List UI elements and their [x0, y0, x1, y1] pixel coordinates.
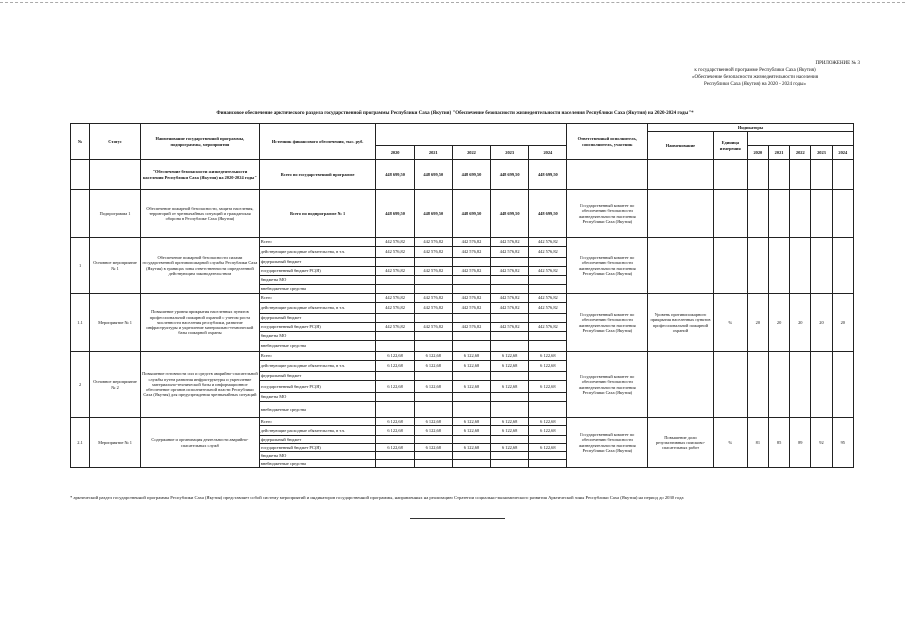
value-cell — [376, 332, 414, 341]
value-cell — [452, 258, 490, 267]
indicator-value: 20 — [747, 294, 768, 352]
value-cell — [529, 332, 567, 341]
empty-cell — [648, 238, 714, 294]
value-cell — [452, 341, 490, 352]
appendix-number: ПРИЛОЖЕНИЕ № 3 — [815, 61, 860, 66]
col-year: 2020 — [376, 146, 414, 160]
indicator-value: 81 — [747, 418, 768, 468]
source-cell: Всего — [259, 418, 376, 426]
indicator-unit: % — [713, 418, 747, 468]
value-cell: 442 576,82 — [452, 267, 490, 276]
value-cell — [452, 332, 490, 341]
value-cell — [376, 460, 414, 468]
value-cell — [529, 452, 567, 460]
value-cell — [376, 436, 414, 444]
responsible-cell: Государственный комитет по обеспечению безопасности жизнедеятельности населения Республики Саха (Якутия) — [567, 190, 648, 238]
col-year: 2021 — [414, 146, 452, 160]
col-name: Наименование государственной программы, подпрограммы, мероприятия — [141, 124, 260, 160]
value-cell: 442 576,82 — [414, 247, 452, 258]
name-cell: Обеспечение пожарной безопасности, защита населения, территорий от чрезвычайных ситуаций и гражданская оборона в Республике Саха (Якутия) — [141, 190, 260, 238]
source-cell: действующие расходные обязательства, в т.ч. — [259, 247, 376, 258]
indicator-value: 95 — [832, 418, 853, 468]
value-cell: 442 576,82 — [529, 247, 567, 258]
empty-cell — [768, 352, 789, 418]
empty-cell — [832, 238, 853, 294]
row-number: 2.1 — [71, 418, 90, 468]
responsible-cell: Государственный комитет по обеспечению безопасности жизнедеятельности населения Республики Саха (Якутия) — [567, 238, 648, 294]
source-cell: Всего по государственной программе — [259, 160, 376, 190]
value-cell — [529, 436, 567, 444]
value-cell — [491, 276, 529, 285]
value-cell — [491, 460, 529, 468]
value-cell: 442 576,82 — [529, 323, 567, 332]
appendix-line: к государственной программе Республики Саха (Якутия) — [694, 68, 816, 73]
value-cell — [491, 341, 529, 352]
value-cell: 448 699,50 — [529, 160, 567, 190]
value-cell — [452, 402, 490, 418]
value-cell: 442 576,82 — [414, 294, 452, 303]
value-cell — [529, 285, 567, 294]
value-cell — [529, 276, 567, 285]
value-cell: 6 122,68 — [414, 444, 452, 452]
indicator-value: 20 — [832, 294, 853, 352]
value-cell — [376, 452, 414, 460]
value-cell: 6 122,68 — [529, 426, 567, 436]
indicator-value: 89 — [790, 418, 811, 468]
empty-cell — [747, 352, 768, 418]
source-cell: бюджеты МО — [259, 452, 376, 460]
table-row — [71, 294, 854, 303]
value-cell: 442 576,82 — [491, 294, 529, 303]
col-year: 2024 — [529, 146, 567, 160]
source-cell: Всего — [259, 238, 376, 247]
responsible-cell: Государственный комитет по обеспечению безопасности жизнедеятельности населения Республики Саха (Якутия) — [567, 352, 648, 418]
value-cell — [414, 460, 452, 468]
table-row — [71, 190, 854, 238]
col-status: Статус — [90, 124, 141, 160]
value-cell: 6 122,68 — [529, 361, 567, 372]
value-cell: 6 122,68 — [452, 418, 490, 426]
value-cell: 6 122,68 — [452, 352, 490, 361]
source-cell: внебюджетные средства — [259, 402, 376, 418]
source-cell: бюджеты МО — [259, 332, 376, 341]
value-cell — [491, 393, 529, 402]
value-cell — [491, 314, 529, 323]
value-cell — [452, 393, 490, 402]
value-cell: 6 122,68 — [376, 381, 414, 393]
source-cell: внебюджетные средства — [259, 285, 376, 294]
empty-cell — [747, 238, 768, 294]
value-cell — [376, 372, 414, 381]
col-ind-year: 2021 — [768, 146, 789, 160]
value-cell — [452, 276, 490, 285]
value-cell: 6 122,68 — [452, 426, 490, 436]
value-cell — [414, 341, 452, 352]
row-number: 1 — [71, 238, 90, 294]
value-cell: 448 699,50 — [376, 190, 414, 238]
col-source: Источник финансового обеспечения, тыс. руб. — [259, 124, 376, 160]
value-cell — [414, 393, 452, 402]
value-cell: 442 576,82 — [529, 303, 567, 314]
table-row — [71, 238, 854, 247]
value-cell: 6 122,68 — [414, 426, 452, 436]
source-cell: действующие расходные обязательства, в т.ч. — [259, 361, 376, 372]
appendix-line: Республики Саха (Якутия) на 2020 - 2024 годы» — [704, 82, 806, 87]
value-cell: 448 699,50 — [414, 190, 452, 238]
empty-cell — [648, 352, 714, 418]
source-cell: государственный бюджет РС(Я) — [259, 323, 376, 332]
value-cell: 442 576,82 — [529, 294, 567, 303]
source-cell: государственный бюджет РС(Я) — [259, 267, 376, 276]
responsible-cell: Государственный комитет по обеспечению безопасности жизнедеятельности населения Республики Саха (Якутия) — [567, 418, 648, 468]
value-cell — [414, 436, 452, 444]
source-cell: государственный бюджет РС(Я) — [259, 381, 376, 393]
value-cell — [529, 258, 567, 267]
empty-cell — [790, 352, 811, 418]
value-cell — [529, 393, 567, 402]
source-cell: федеральный бюджет — [259, 314, 376, 323]
value-cell: 442 576,82 — [452, 294, 490, 303]
value-cell: 448 699,50 — [491, 160, 529, 190]
indicator-value: 92 — [811, 418, 832, 468]
value-cell: 6 122,68 — [376, 426, 414, 436]
value-cell: 6 122,68 — [414, 361, 452, 372]
appendix-header — [640, 60, 870, 88]
value-cell — [491, 332, 529, 341]
value-cell — [414, 402, 452, 418]
value-cell: 448 699,50 — [529, 190, 567, 238]
value-cell: 6 122,68 — [491, 352, 529, 361]
col-ind-year: 2024 — [832, 146, 853, 160]
status-cell: Мероприятие № 1 — [90, 294, 141, 352]
value-cell — [414, 258, 452, 267]
value-cell — [491, 402, 529, 418]
table-row — [71, 352, 854, 361]
value-cell: 442 576,82 — [529, 238, 567, 247]
value-cell: 448 699,50 — [376, 160, 414, 190]
value-cell: 448 699,50 — [452, 190, 490, 238]
name-cell: Повышение готовности сил и средств аварийно-спасательной службы путем развития инфраструктуры и укрепление материально-технической базы и информационное обеспечение органов исполнительной власти Республики Саха (Якутия) для предупреждения чрезвычайных ситуаций — [141, 352, 260, 418]
value-cell: 6 122,68 — [491, 381, 529, 393]
value-cell — [414, 285, 452, 294]
value-cell: 442 576,82 — [414, 323, 452, 332]
value-cell: 6 122,68 — [491, 426, 529, 436]
status-cell: Мероприятие № 1 — [90, 418, 141, 468]
table-row — [71, 418, 854, 426]
value-cell: 6 122,68 — [529, 381, 567, 393]
value-cell — [529, 460, 567, 468]
empty-cell — [811, 352, 832, 418]
value-cell: 6 122,68 — [376, 418, 414, 426]
value-cell: 6 122,68 — [452, 361, 490, 372]
col-ind-year: 2023 — [811, 146, 832, 160]
value-cell: 442 576,82 — [452, 303, 490, 314]
source-cell: федеральный бюджет — [259, 258, 376, 267]
indicator-value: 85 — [768, 418, 789, 468]
value-cell: 442 576,82 — [414, 303, 452, 314]
value-cell: 442 576,82 — [529, 267, 567, 276]
value-cell: 442 576,82 — [452, 247, 490, 258]
col-indicator-unit: Единица измерения — [713, 132, 747, 160]
indicator-value: 20 — [811, 294, 832, 352]
source-cell: Всего — [259, 352, 376, 361]
value-cell: 442 576,82 — [491, 323, 529, 332]
value-cell: 6 122,68 — [529, 352, 567, 361]
value-cell — [452, 452, 490, 460]
value-cell — [414, 372, 452, 381]
col-year: 2022 — [452, 146, 490, 160]
value-cell — [376, 341, 414, 352]
value-cell: 442 576,82 — [491, 238, 529, 247]
value-cell: 442 576,82 — [376, 238, 414, 247]
value-cell — [414, 276, 452, 285]
empty-cell — [713, 352, 747, 418]
empty-cell — [811, 238, 832, 294]
value-cell: 6 122,68 — [529, 418, 567, 426]
source-cell: действующие расходные обязательства, в т.ч. — [259, 426, 376, 436]
value-cell — [414, 452, 452, 460]
responsible-cell: Государственный комитет по обеспечению безопасности жизнедеятельности населения Республики Саха (Якутия) — [567, 294, 648, 352]
value-cell: 448 699,50 — [491, 190, 529, 238]
value-cell — [376, 276, 414, 285]
source-cell: действующие расходные обязательства, в т.ч. — [259, 303, 376, 314]
value-cell — [529, 402, 567, 418]
value-cell — [529, 314, 567, 323]
value-cell: 442 576,82 — [414, 238, 452, 247]
value-cell: 442 576,82 — [414, 267, 452, 276]
value-cell: 6 122,68 — [414, 418, 452, 426]
empty-cell — [713, 238, 747, 294]
value-cell: 442 576,82 — [452, 238, 490, 247]
value-cell: 6 122,68 — [491, 418, 529, 426]
value-cell: 442 576,82 — [376, 267, 414, 276]
source-cell: внебюджетные средства — [259, 341, 376, 352]
value-cell — [452, 285, 490, 294]
row-number: 2 — [71, 352, 90, 418]
value-cell — [414, 332, 452, 341]
value-cell — [452, 314, 490, 323]
value-cell — [452, 372, 490, 381]
name-cell: Обеспечение пожарной безопасности силами государственной противопожарной службы Республики Саха (Якутия) в границах зоны ответственности определенной действующим законодательством — [141, 238, 260, 294]
value-cell: 6 122,68 — [414, 381, 452, 393]
top-rule — [0, 2, 905, 3]
value-cell: 448 699,50 — [414, 160, 452, 190]
appendix-line: «Обеспечение безопасности жизнедеятельности населения — [692, 75, 818, 80]
value-cell — [491, 285, 529, 294]
col-responsible: Ответственный исполнитель, соисполнитель, участник — [567, 124, 648, 160]
program-name: "Обеспечение безопасности жизнедеятельности населения Республики Саха (Якутия) на 2020-2024 годы" — [141, 160, 260, 190]
value-cell: 6 122,68 — [491, 444, 529, 452]
empty-cell — [832, 352, 853, 418]
value-cell: 6 122,68 — [491, 361, 529, 372]
source-cell: Всего — [259, 294, 376, 303]
value-cell: 448 699,50 — [452, 160, 490, 190]
document-title: Финансовое обеспечение арктического раздела государственной программы Республики Саха (Якутия) "Обеспечение безопасности жизнедеятельности населения Республики Саха (Якутия) на 2020-2024 годы"* — [216, 111, 694, 116]
status-cell: Подпрограмма 1 — [90, 190, 141, 238]
col-num: № — [71, 124, 90, 160]
value-cell — [452, 436, 490, 444]
value-cell — [491, 436, 529, 444]
col-ind-year: 2022 — [790, 146, 811, 160]
value-cell — [376, 285, 414, 294]
signature-line — [410, 518, 505, 519]
name-cell: Содержание и организация деятельности аварийно-спасательных служб — [141, 418, 260, 468]
value-cell — [491, 452, 529, 460]
value-cell: 442 576,82 — [376, 323, 414, 332]
empty-cell — [768, 238, 789, 294]
value-cell — [491, 258, 529, 267]
source-cell: внебюджетные средства — [259, 460, 376, 468]
indicator-unit: % — [713, 294, 747, 352]
indicator-name: Повышение доли результативных поисково-спасательных работ — [648, 418, 714, 468]
empty-cell — [790, 238, 811, 294]
value-cell: 442 576,82 — [376, 294, 414, 303]
footnote: * арктический раздел государственной программы Республики Саха (Якутия) представляет собой систему мероприятий и индикаторов государственной программы, направленных на реализацию Стратегии социально-экономического развития Арктической зоны Республики Саха (Якутия) на период до 2030 года — [70, 495, 684, 500]
value-cell: 442 576,82 — [491, 267, 529, 276]
value-cell: 6 122,68 — [452, 444, 490, 452]
value-cell — [452, 460, 490, 468]
source-cell: бюджеты МО — [259, 393, 376, 402]
value-cell: 442 576,82 — [491, 303, 529, 314]
col-ind-year: 2020 — [747, 146, 768, 160]
value-cell: 442 576,82 — [491, 247, 529, 258]
value-cell: 6 122,68 — [376, 444, 414, 452]
indicator-value: 20 — [768, 294, 789, 352]
value-cell: 6 122,68 — [376, 352, 414, 361]
col-year: 2023 — [491, 146, 529, 160]
value-cell: 6 122,68 — [376, 361, 414, 372]
indicator-value: 20 — [790, 294, 811, 352]
value-cell — [376, 402, 414, 418]
col-indicators: Индикаторы — [648, 124, 854, 132]
value-cell — [414, 314, 452, 323]
value-cell — [376, 314, 414, 323]
financing-table — [70, 123, 854, 468]
table-row — [71, 160, 854, 190]
source-cell: федеральный бюджет — [259, 436, 376, 444]
value-cell: 6 122,68 — [452, 381, 490, 393]
row-number: 1.1 — [71, 294, 90, 352]
col-indicator-name: Наименование — [648, 132, 714, 160]
name-cell: Повышение уровня прикрытия населенных пунктов профессиональной пожарной охраной с учетом роста численности населения республики, развитие инфраструктуры и укрепление материально-технической базы пожарной охраны — [141, 294, 260, 352]
status-cell: Основное мероприятие № 1 — [90, 238, 141, 294]
source-cell: государственный бюджет РС(Я) — [259, 444, 376, 452]
value-cell: 6 122,68 — [414, 352, 452, 361]
source-cell: бюджеты МО — [259, 276, 376, 285]
value-cell: 6 122,68 — [529, 444, 567, 452]
value-cell — [376, 258, 414, 267]
value-cell — [529, 341, 567, 352]
value-cell: 442 576,82 — [452, 323, 490, 332]
value-cell: 442 576,82 — [376, 247, 414, 258]
source-cell: Всего по подпрограмме № 1 — [259, 190, 376, 238]
indicator-name: Уровень противопожарного прикрытия населенных пунктов профессиональной пожарной охраной — [648, 294, 714, 352]
value-cell: 442 576,82 — [376, 303, 414, 314]
value-cell — [491, 372, 529, 381]
value-cell — [529, 372, 567, 381]
status-cell: Основное мероприятие № 2 — [90, 352, 141, 418]
source-cell: федеральный бюджет — [259, 372, 376, 381]
value-cell — [376, 393, 414, 402]
